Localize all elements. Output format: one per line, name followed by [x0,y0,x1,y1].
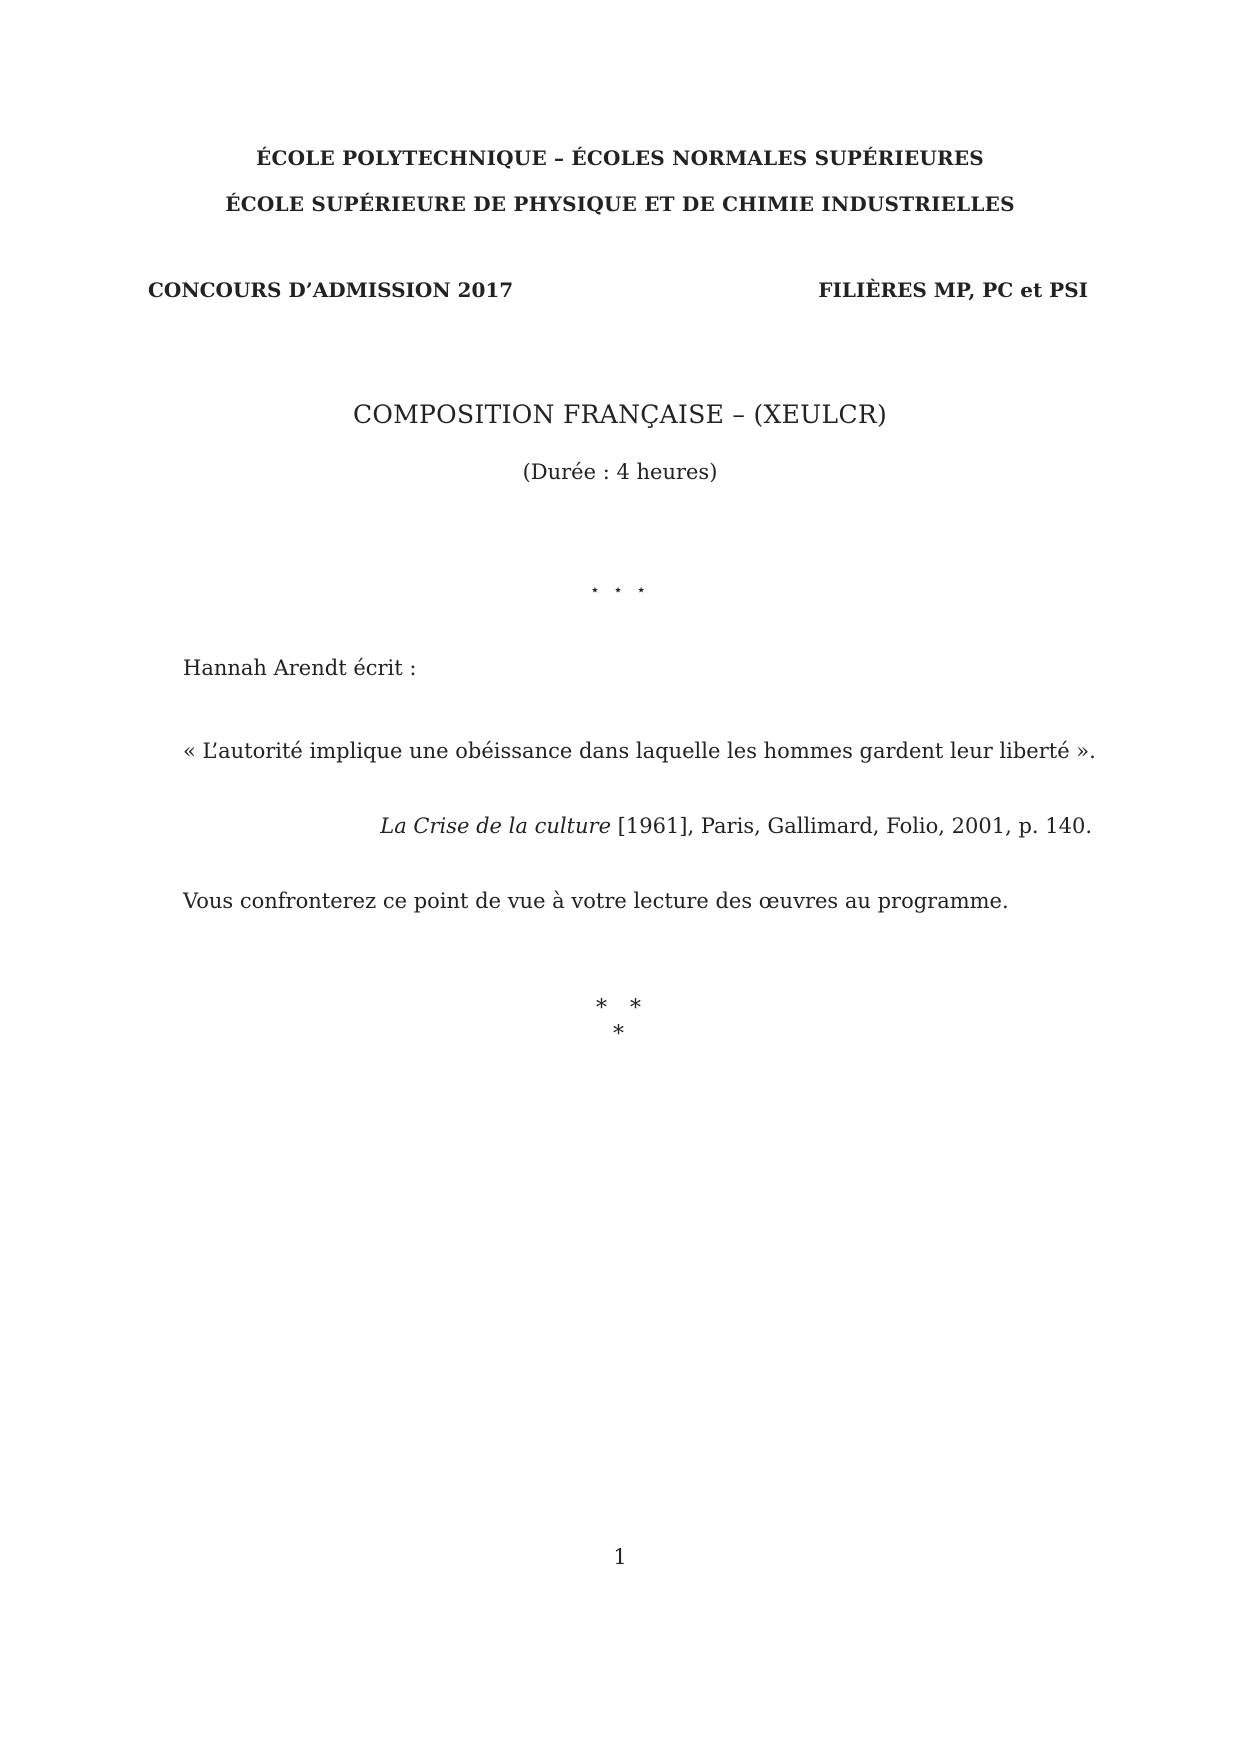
citation-details: [1961], Paris, Gallimard, Folio, 2001, p. 140. [611,814,1092,838]
citation-book-title: La Crise de la culture [380,814,611,838]
asterism-separator [570,996,670,1056]
star-separator: ⋆ ⋆ ⋆ [589,580,651,599]
subject-intro: Hannah Arendt écrit : [183,656,417,680]
quote-citation [380,814,1092,838]
asterism-star: * [630,996,641,1021]
school-name-line-2: ÉCOLE SUPÉRIEURE DE PHYSIQUE ET DE CHIMIE INDUSTRIELLES [225,192,1015,216]
subject-instruction: Vous confronterez ce point de vue à votre lecture des œuvres au programme. [183,889,1009,913]
asterism-star: * [596,996,607,1021]
exam-title: COMPOSITION FRANÇAISE – (XEULCR) [352,400,888,429]
subject-quote: « L’autorité implique une obéissance dans laquelle les hommes gardent leur liberté ». [183,739,1096,763]
school-name-line-1: ÉCOLE POLYTECHNIQUE – ÉCOLES NORMALES SUPÉRIEURES [256,146,984,170]
asterism-star: * [613,1022,624,1047]
exam-duration: (Durée : 4 heures) [522,460,718,484]
contest-label: CONCOURS D’ADMISSION 2017 [148,278,514,302]
page-number: 1 [613,1545,627,1569]
programs-label: FILIÈRES MP, PC et PSI [818,278,1088,302]
